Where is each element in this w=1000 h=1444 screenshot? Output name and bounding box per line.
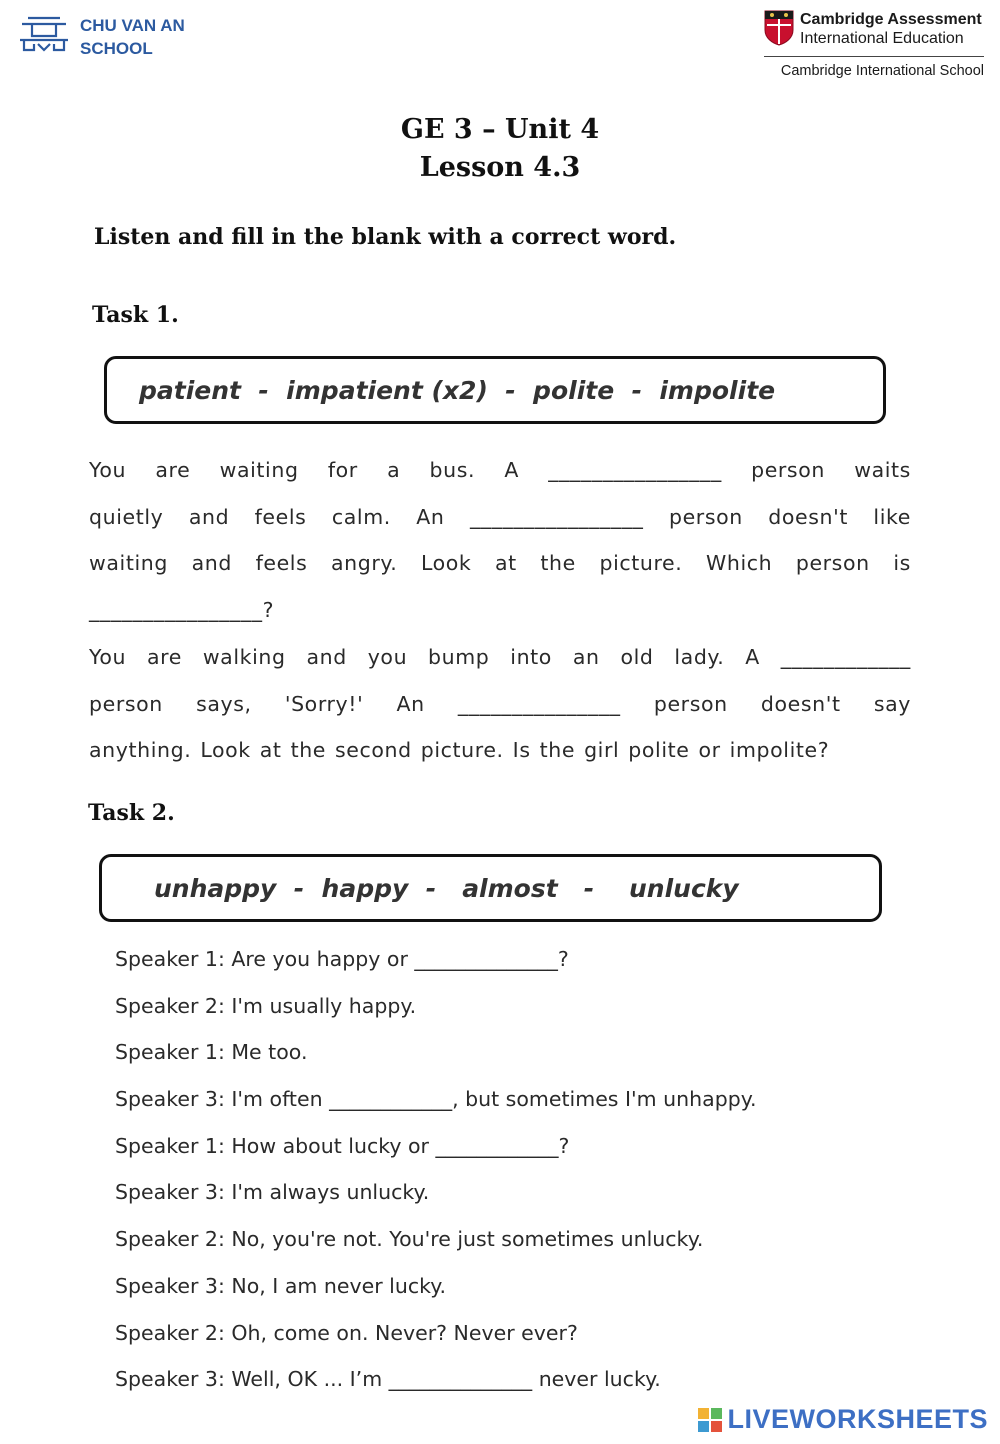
cambridge-line1: Cambridge Assessment bbox=[800, 11, 982, 28]
liveworksheets-logo bbox=[697, 1404, 988, 1435]
dialogue-line: Speaker 3: Well, OK ... I’m ______________ never lucky. bbox=[115, 1367, 661, 1392]
task2-word-bank: unhappy - happy - almost - unlucky bbox=[99, 854, 882, 922]
cambridge-line2: International Education bbox=[800, 30, 964, 47]
task1-paragraph2 bbox=[89, 642, 911, 782]
dialogue-line: Speaker 2: Oh, come on. Never? Never ever? bbox=[115, 1320, 578, 1345]
school-name-line2: SCHOOL bbox=[80, 39, 153, 58]
dialogue-line: Speaker 1: Are you happy or ______________? bbox=[115, 947, 569, 971]
paragraph-line: You are walking and you bump into an old lady. A ____________ bbox=[89, 645, 911, 669]
paragraph-line: quietly and feels calm. An ________________ person doesn't like bbox=[89, 504, 911, 529]
dialogue-line: Speaker 1: Me too. bbox=[115, 1040, 308, 1065]
task1-word-bank: patient - impatient (x2) - polite - impolite bbox=[104, 356, 886, 424]
task1-paragraph1 bbox=[89, 455, 911, 642]
dialogue-line: Speaker 3: I'm often ____________, but sometimes I'm unhappy. bbox=[115, 1087, 757, 1112]
paragraph-line: waiting and feels angry. Look at the picture. Which person is bbox=[89, 551, 911, 576]
paragraph-line: ________________? bbox=[89, 598, 275, 623]
page-title: GE 3 – Unit 4 bbox=[400, 114, 600, 145]
dialogue-line: Speaker 3: I'm always unlucky. bbox=[115, 1180, 430, 1205]
task2-heading: Task 2. bbox=[88, 800, 175, 826]
instruction: Listen and fill in the blank with a correct word. bbox=[94, 224, 677, 250]
dialogue-line: Speaker 2: No, you're not. You're just sometimes unlucky. bbox=[115, 1227, 704, 1252]
paragraph-line: You are waiting for a bus. A ________________ person waits bbox=[89, 458, 911, 482]
paragraph-line: anything. Look at the second picture. Is the girl polite or impolite? bbox=[89, 738, 830, 763]
footer-brand: LIVEWORKSHEETS bbox=[727, 1404, 988, 1434]
dialogue-line: Speaker 1: How about lucky or ____________? bbox=[115, 1133, 570, 1158]
cambridge-subtitle: Cambridge International School bbox=[780, 63, 984, 79]
school-logo bbox=[18, 14, 185, 60]
dialogue-line: Speaker 2: I'm usually happy. bbox=[115, 993, 417, 1018]
school-name-line1: CHU VAN AN bbox=[80, 16, 185, 35]
cambridge-logo bbox=[764, 10, 984, 79]
task1-heading: Task 1. bbox=[92, 302, 179, 328]
school-emblem-icon bbox=[18, 14, 70, 54]
paragraph-line: person says, 'Sorry!' An _______________ person doesn't say bbox=[89, 691, 911, 716]
cambridge-shield-icon bbox=[764, 10, 794, 46]
cambridge-divider bbox=[764, 56, 984, 57]
task2-dialogue bbox=[115, 944, 756, 1411]
dialogue-line: Speaker 3: No, I am never lucky. bbox=[115, 1273, 447, 1298]
page-subtitle: Lesson 4.3 bbox=[419, 152, 581, 183]
liveworksheets-icon bbox=[697, 1407, 723, 1433]
